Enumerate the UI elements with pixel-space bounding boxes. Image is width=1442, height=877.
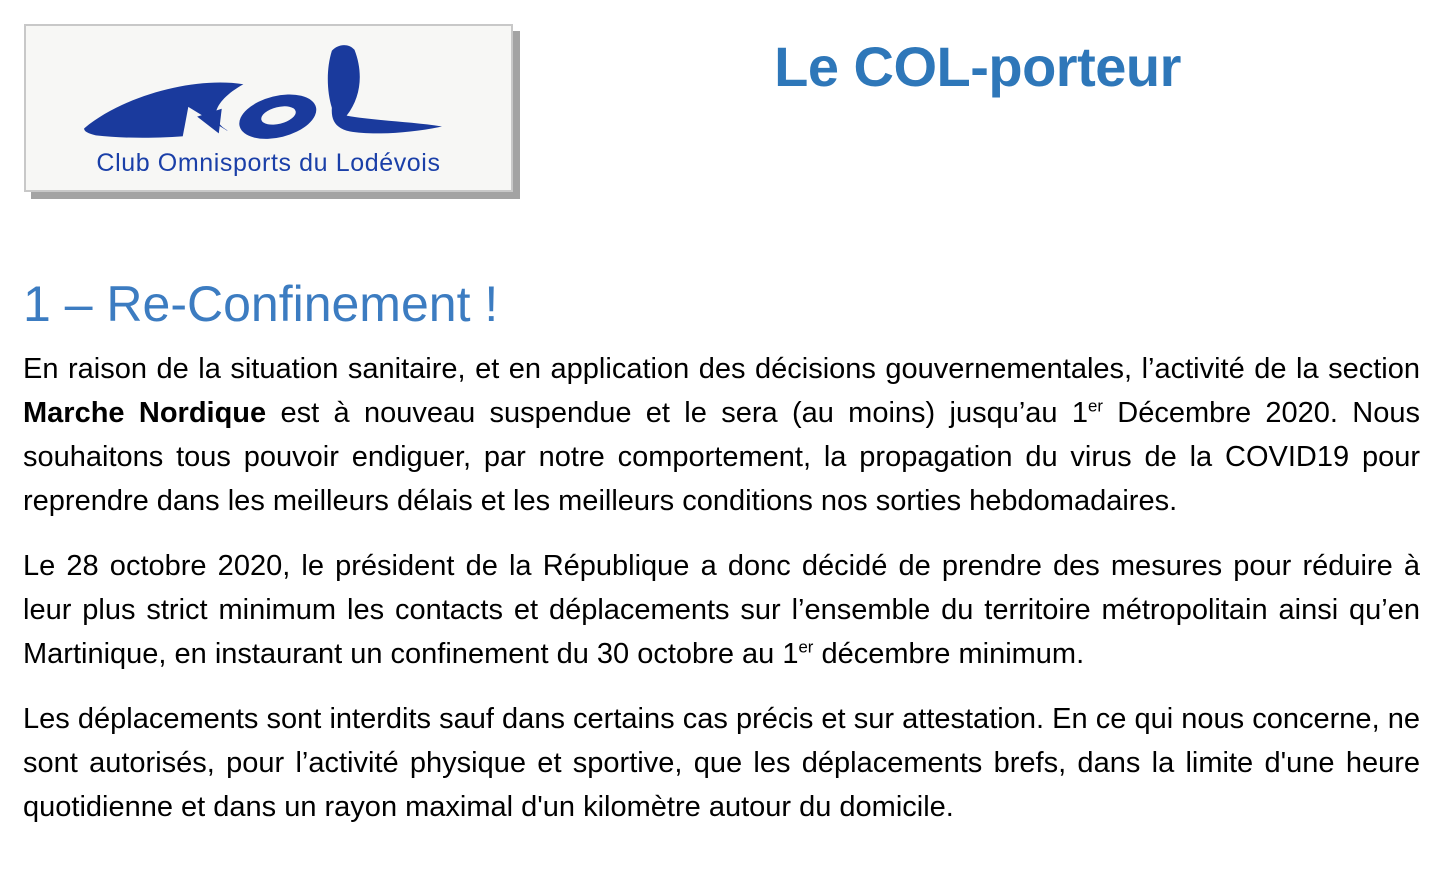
paragraph-segment-superscript: er [798,637,814,657]
title-column [513,0,1442,99]
club-logo-box [24,24,513,192]
paragraph-mesures [23,544,1420,676]
paragraph-segment: est à nouveau suspendue et le sera (au moins) jusqu’au 1 [266,397,1089,429]
paragraph-segment: Les déplacements sont interdits sauf dans certains cas précis et sur attestation. En ce qui nous concerne, ne sont autorisés, pour l’activité physique et sportive, que les déplacements brefs, dans la limite d'une heure quotidienne et dans un rayon maximal d'un kilomètre autour du domicile. [23,703,1420,823]
masthead [0,0,1442,192]
paragraph-segment: décembre minimum. [813,638,1085,670]
paragraph-segment: Décembre 2020. Nous souhaitons tous pouvoir endiguer, par notre comportement, la propagation du virus de la COVID19 pour reprendre dans les meilleurs délais et les meilleurs conditions nos sorties hebdomadaires. [23,397,1420,517]
paragraph-segment: En raison de la situation sanitaire, et en application des décisions gouvernementales, l’activité de la section [23,353,1420,385]
logo-column [0,0,513,192]
section-heading: 1 – Re-Confinement ! [23,276,499,332]
paragraph-deplacements [23,697,1420,829]
col-swoosh-icon [76,38,454,156]
paragraph-segment: Le 28 octobre 2020, le président de la République a donc décidé de prendre des mesures pour réduire à leur plus strict minimum les contacts et déplacements sur l’ensemble du territoire métropolitain ainsi qu’en Martinique, en instaurant un confinement du 30 octobre au 1 [23,550,1420,670]
newsletter-title: Le COL-porteur [774,35,1181,98]
paragraph-reconfinement [23,347,1420,523]
logo-caption: Club Omnisports du Lodévois [96,149,441,177]
paragraph-segment-bold: Marche Nordique [23,397,267,429]
article-body [0,275,1442,829]
paragraph-segment-superscript: er [1088,396,1103,416]
